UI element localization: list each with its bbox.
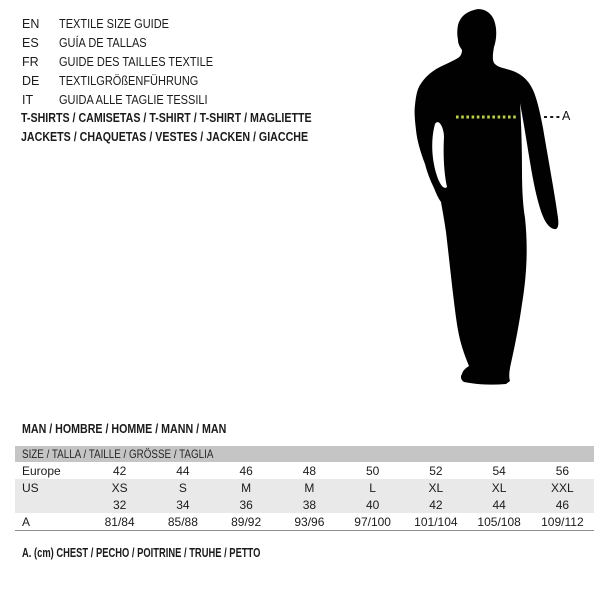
language-label: GUIDE DES TAILLES TEXTILE xyxy=(59,54,214,69)
garment-line xyxy=(21,127,375,146)
man-silhouette-shape xyxy=(415,9,559,385)
language-label: TEXTILGRÖßENFÜHRUNG xyxy=(59,73,199,88)
measurement-footnote xyxy=(22,546,340,560)
table-cell: 93/96 xyxy=(294,514,325,529)
language-label: GUÍA DE TALLAS xyxy=(59,35,147,50)
table-cell: 50 xyxy=(365,463,380,478)
table-cell: M xyxy=(241,480,252,495)
table-cell: 44 xyxy=(492,497,506,512)
language-row xyxy=(22,71,234,90)
table-cell: 32 xyxy=(112,497,127,512)
language-label: TEXTILE SIZE GUIDE xyxy=(59,16,170,31)
table-row xyxy=(15,496,594,513)
language-row xyxy=(22,52,234,71)
language-code: DE xyxy=(22,73,40,88)
table-row xyxy=(15,513,594,530)
table-cell: 101/104 xyxy=(414,514,458,529)
row-label: A xyxy=(22,514,31,529)
section-title-text: MAN / HOMBRE / HOMME / MANN / MAN xyxy=(22,421,227,436)
table-cell: 48 xyxy=(302,463,317,478)
table-cell: S xyxy=(178,480,187,495)
table-cell: XS xyxy=(111,480,128,495)
size-table-header-text: SIZE / TALLA / TAILLE / GRÖSSE / TAGLIA xyxy=(22,447,214,461)
table-cell: 42 xyxy=(429,497,443,512)
language-list xyxy=(22,14,234,109)
measure-label: A xyxy=(562,109,571,123)
table-cell: 109/112 xyxy=(541,514,584,529)
table-cell: 56 xyxy=(555,463,570,478)
table-cell: XXL xyxy=(551,480,574,495)
measurement-footnote-text: A. (cm) CHEST / PECHO / POITRINE / TRUHE / PETTO xyxy=(22,546,261,560)
table-cell: 44 xyxy=(176,463,190,478)
language-code: IT xyxy=(22,92,34,107)
language-row xyxy=(22,90,234,109)
man-silhouette xyxy=(398,6,576,390)
table-row xyxy=(15,462,594,479)
table-cell: 81/84 xyxy=(104,514,135,529)
garment-line-text: JACKETS / CHAQUETAS / VESTES / JACKEN / GIACCHE xyxy=(21,129,309,144)
table-cell: 38 xyxy=(302,497,317,512)
table-cell: 46 xyxy=(555,497,570,512)
row-label: Europe xyxy=(22,463,61,478)
garment-line-text: T-SHIRTS / CAMISETAS / T-SHIRT / T-SHIRT / MAGLIETTE xyxy=(21,110,312,125)
row-label: US xyxy=(22,480,39,495)
table-cell: 105/108 xyxy=(477,514,521,529)
table-cell: 46 xyxy=(239,463,253,478)
language-code: ES xyxy=(22,35,39,50)
table-cell: 42 xyxy=(112,463,127,478)
language-code: EN xyxy=(22,16,40,31)
table-cell: 89/92 xyxy=(231,514,262,529)
table-cell: 40 xyxy=(365,497,380,512)
table-row xyxy=(15,479,594,496)
language-label: GUIDA ALLE TAGLIE TESSILI xyxy=(59,92,208,107)
table-cell: 54 xyxy=(492,463,506,478)
size-table xyxy=(15,446,594,531)
table-cell: XL xyxy=(428,480,444,495)
language-row xyxy=(22,33,234,52)
table-cell: L xyxy=(369,480,376,495)
table-cell: M xyxy=(304,480,315,495)
language-row xyxy=(22,14,234,33)
table-cell: 36 xyxy=(239,497,253,512)
table-cell: 52 xyxy=(429,463,443,478)
table-cell: 34 xyxy=(176,497,190,512)
language-code: FR xyxy=(22,54,39,69)
section-title xyxy=(22,421,271,436)
size-table-header xyxy=(15,446,594,462)
table-cell: 97/100 xyxy=(354,514,391,529)
table-cell: 85/88 xyxy=(167,514,198,529)
garment-line xyxy=(21,108,375,127)
garment-categories xyxy=(21,108,375,146)
table-cell: XL xyxy=(491,480,507,495)
